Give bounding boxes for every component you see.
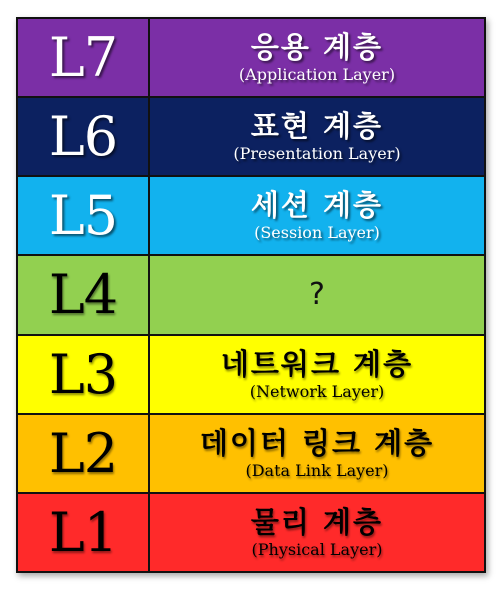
layer-name-korean: 세션 계층: [250, 188, 384, 223]
layer-row-l5: [18, 177, 484, 256]
layer-name-english: (Physical Layer): [251, 539, 383, 559]
layer-name-cell: [150, 336, 484, 413]
layer-code: L4: [18, 256, 150, 333]
osi-layer-table: [16, 17, 486, 573]
layer-code: L2: [18, 415, 150, 492]
layer-name-cell: [150, 177, 484, 254]
layer-name-english: (Network Layer): [249, 381, 385, 401]
layer-row-l6: [18, 98, 484, 177]
layer-name-korean: 데이터 링크 계층: [199, 425, 435, 460]
layer-name-korean: 응용 계층: [250, 30, 384, 65]
layer-name-cell: [150, 256, 484, 333]
layer-code: L1: [18, 494, 150, 571]
layer-name-unknown: ?: [309, 276, 325, 312]
layer-name-cell: [150, 98, 484, 175]
layer-row-l2: [18, 415, 484, 494]
layer-row-l7: [18, 19, 484, 98]
layer-name-cell: [150, 19, 484, 96]
layer-row-l1: [18, 494, 484, 571]
layer-code: L6: [18, 98, 150, 175]
layer-row-l3: [18, 336, 484, 415]
layer-name-english: (Session Layer): [254, 223, 380, 243]
layer-code: L3: [18, 336, 150, 413]
layer-code: L5: [18, 177, 150, 254]
layer-code: L7: [18, 19, 150, 96]
layer-name-english: (Application Layer): [238, 65, 396, 85]
layer-name-cell: [150, 494, 484, 571]
layer-name-english: (Data Link Layer): [245, 460, 389, 480]
layer-name-korean: 네트워크 계층: [220, 346, 414, 381]
layer-name-korean: 물리 계층: [250, 504, 384, 539]
layer-name-english: (Presentation Layer): [233, 144, 401, 164]
layer-name-cell: [150, 415, 484, 492]
layer-name-korean: 표현 계층: [250, 109, 384, 144]
layer-row-l4: [18, 256, 484, 335]
